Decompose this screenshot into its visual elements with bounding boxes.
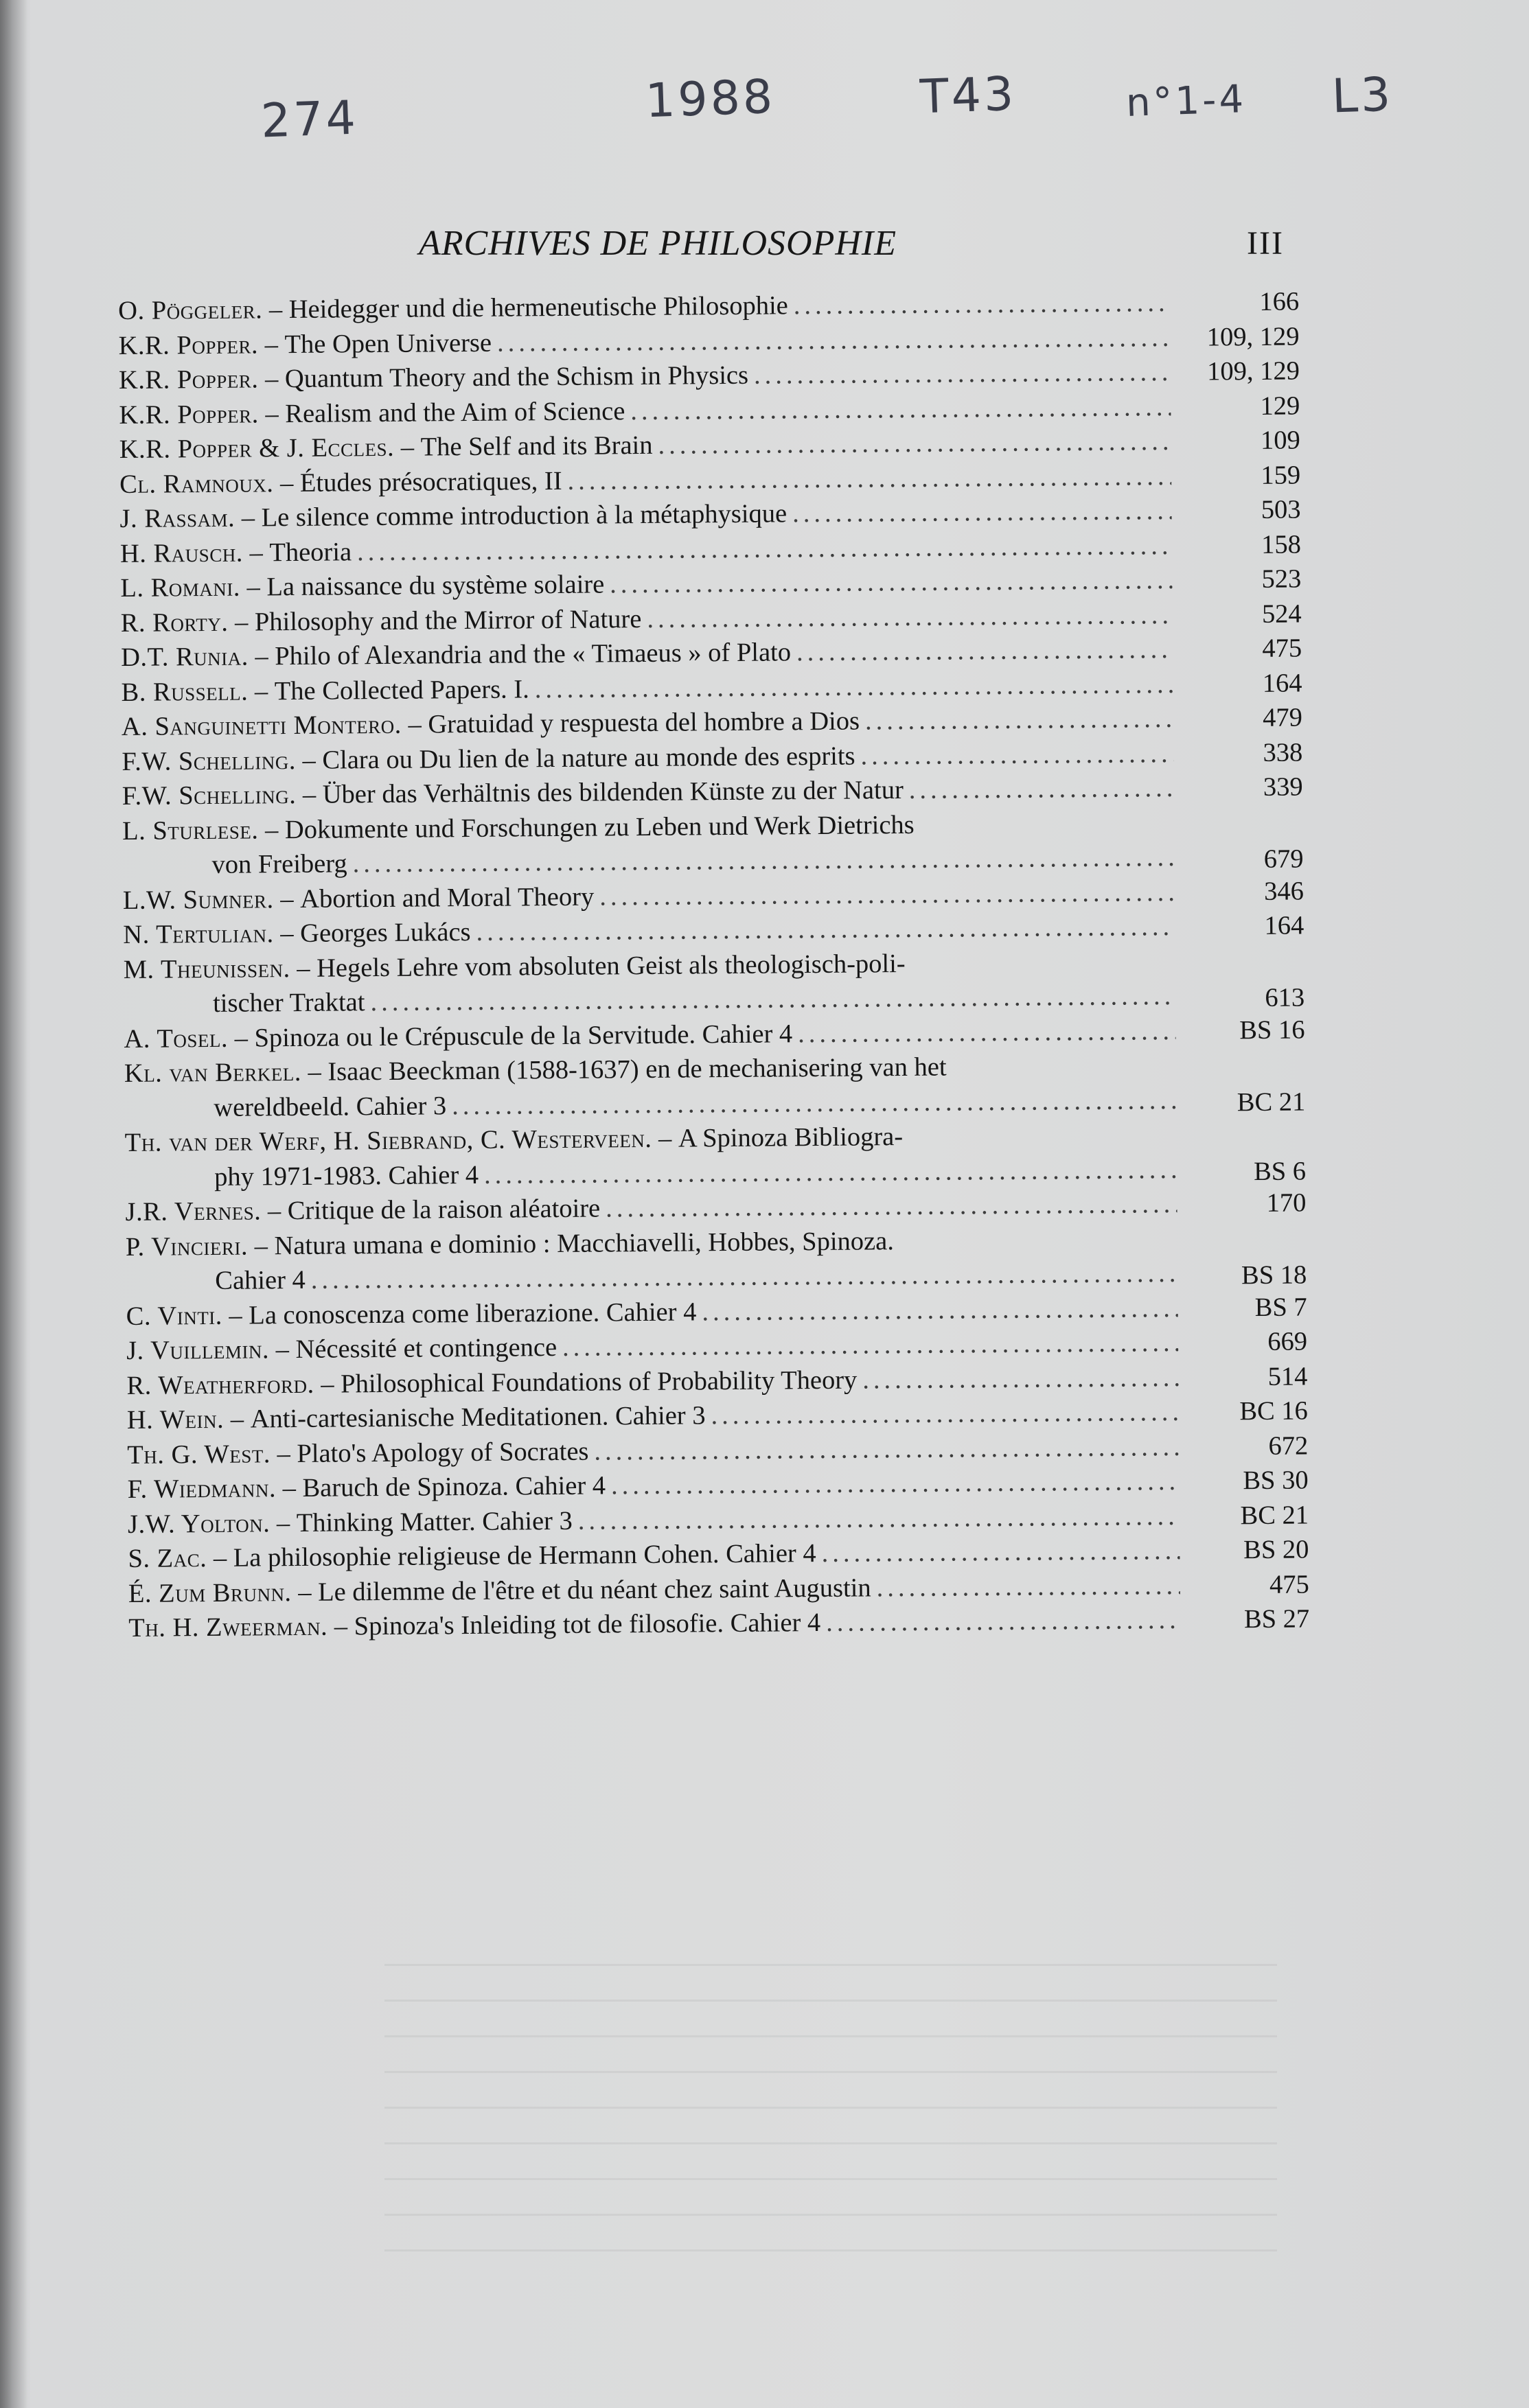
entry-separator: – bbox=[262, 295, 289, 325]
entry-page-reference: BS 6 bbox=[1253, 1156, 1307, 1186]
entry-page-reference: 339 bbox=[1263, 772, 1303, 802]
dot-leader bbox=[702, 1290, 1178, 1329]
entry-page-reference: BC 21 bbox=[1240, 1500, 1309, 1530]
entry-title: The Self and its Brain bbox=[420, 430, 653, 462]
handwritten-annotation bbox=[261, 65, 1428, 161]
entry-page-reference: 164 bbox=[1264, 911, 1304, 940]
dot-leader bbox=[909, 771, 1174, 808]
entry-separator: – bbox=[291, 1577, 319, 1607]
entry-title: Philosophical Foundations of Probability Theory bbox=[341, 1365, 858, 1399]
entry-separator: – bbox=[234, 503, 262, 533]
entry-author: H. Rausch. bbox=[119, 538, 244, 568]
entry-separator: – bbox=[270, 1439, 297, 1468]
entry-title: Spinoza ou le Crépuscule de la Servitude. Cahier 4 bbox=[254, 1019, 793, 1052]
entry-separator: – bbox=[224, 1404, 251, 1434]
entry-separator: – bbox=[301, 1057, 328, 1087]
entry-title-continuation: phy 1971-1983. Cahier 4 bbox=[214, 1160, 479, 1192]
dot-leader bbox=[630, 389, 1171, 428]
page-number: III bbox=[1247, 225, 1284, 262]
entry-title: Nécessité et contingence bbox=[295, 1333, 557, 1365]
entry-author: J.R. Vernes. bbox=[125, 1196, 262, 1227]
entry-author: É. Zum Brunn. bbox=[128, 1577, 292, 1608]
index-entry bbox=[124, 1047, 1320, 1126]
entry-page-reference: 159 bbox=[1261, 460, 1301, 490]
entry-title: Heidegger und die hermeneutische Philosophie bbox=[288, 291, 788, 325]
dot-leader bbox=[484, 1152, 1177, 1192]
entry-author: B. Russell. bbox=[121, 677, 249, 707]
entry-author: R. Rorty. bbox=[120, 607, 229, 638]
dot-leader bbox=[599, 875, 1175, 914]
binding-shadow bbox=[0, 0, 27, 2408]
entry-page-reference: 166 bbox=[1259, 287, 1300, 316]
entry-separator: – bbox=[290, 953, 317, 983]
entry-title: Spinoza's Inleiding tot de filosofie. Cahier 4 bbox=[354, 1608, 821, 1641]
dot-leader bbox=[796, 632, 1173, 670]
entry-author: L. Sturlese. bbox=[122, 815, 259, 846]
entry-page-reference: 524 bbox=[1261, 599, 1302, 629]
entry-author: F. Wiedmann. bbox=[127, 1474, 277, 1504]
entry-page-reference: 672 bbox=[1268, 1431, 1309, 1461]
entry-separator: – bbox=[273, 884, 301, 914]
entry-page-reference: BC 16 bbox=[1239, 1396, 1309, 1426]
dot-leader bbox=[452, 1083, 1176, 1123]
entry-page-reference: 503 bbox=[1261, 495, 1301, 524]
entry-page-reference: 346 bbox=[1263, 876, 1304, 906]
entry-author: L.W. Sumner. bbox=[122, 884, 274, 915]
entry-separator: – bbox=[240, 572, 267, 602]
entry-author: N. Tertulian. bbox=[123, 919, 274, 949]
dot-leader bbox=[865, 702, 1173, 739]
entry-separator: – bbox=[275, 1473, 303, 1503]
entry-author: K.R. Popper. bbox=[119, 399, 259, 430]
handwritten-note: n°1-4 bbox=[1125, 76, 1248, 126]
entry-page-reference: 158 bbox=[1261, 529, 1302, 559]
dot-leader bbox=[567, 459, 1171, 498]
dot-leader bbox=[876, 1568, 1180, 1605]
entry-title: Études présocratiques, II bbox=[299, 466, 562, 498]
index-entry bbox=[126, 1220, 1321, 1299]
entry-author: J.W. Yolton. bbox=[127, 1508, 271, 1539]
dot-leader bbox=[862, 1360, 1179, 1397]
entry-separator: – bbox=[270, 1508, 297, 1538]
dot-leader bbox=[594, 1429, 1179, 1468]
entry-page-reference: 109, 129 bbox=[1207, 356, 1300, 386]
dot-leader bbox=[610, 563, 1173, 602]
entry-separator: – bbox=[314, 1369, 341, 1399]
entry-page-reference: 109 bbox=[1260, 426, 1300, 455]
entry-separator: – bbox=[273, 468, 301, 498]
entry-title: Le silence comme introduction à la métaphysique bbox=[261, 499, 788, 533]
entry-title-continuation: von Freiberg bbox=[211, 849, 347, 879]
entry-title: Clara ou Du lien de la nature au monde des esprits bbox=[322, 741, 855, 775]
entry-author: K.R. Popper. bbox=[118, 329, 259, 360]
entry-separator: – bbox=[394, 432, 421, 462]
entry-author: J. Rassam. bbox=[119, 503, 235, 533]
index-entry bbox=[122, 804, 1318, 883]
page-header bbox=[419, 223, 1284, 278]
dot-leader bbox=[497, 320, 1171, 360]
dot-leader bbox=[658, 424, 1171, 463]
dot-leader bbox=[794, 286, 1171, 323]
journal-title: ARCHIVES DE PHILOSOPHIE bbox=[419, 224, 897, 263]
entry-author: J. Vuillemin. bbox=[126, 1335, 270, 1365]
entry-author: K.R. Popper & J. Eccles. bbox=[119, 432, 395, 464]
entry-author: C. Vinti. bbox=[126, 1301, 222, 1331]
dot-leader bbox=[578, 1498, 1180, 1538]
entry-separator: – bbox=[248, 642, 275, 671]
handwritten-note: T43 bbox=[919, 67, 1018, 125]
entry-title: Natura umana e dominio : Macchiavelli, Hobbes, Spinoza. bbox=[274, 1226, 895, 1260]
dot-leader bbox=[562, 1325, 1178, 1365]
entry-separator: – bbox=[222, 1301, 249, 1330]
dot-leader bbox=[611, 1464, 1180, 1503]
entry-separator: – bbox=[401, 710, 428, 739]
entry-page-reference: 669 bbox=[1267, 1327, 1308, 1356]
entry-title: La naissance du système solaire bbox=[266, 570, 605, 602]
entry-title: Thinking Matter. Cahier 3 bbox=[296, 1506, 573, 1538]
entry-title: Hegels Lehre vom absoluten Geist als theologisch-poli- bbox=[316, 949, 906, 983]
entry-author: P. Vincieri. bbox=[125, 1231, 249, 1262]
entry-separator: – bbox=[258, 815, 286, 844]
entry-title: La conoscenza come liberazione. Cahier 4 bbox=[249, 1297, 697, 1330]
entry-page-reference: 514 bbox=[1267, 1361, 1308, 1391]
entry-separator: – bbox=[273, 918, 301, 949]
entry-separator: – bbox=[268, 1335, 296, 1365]
entry-page-reference: BS 16 bbox=[1239, 1015, 1305, 1045]
entry-separator: – bbox=[257, 329, 285, 359]
entry-page-reference: 170 bbox=[1266, 1188, 1307, 1218]
entry-page-reference: BC 21 bbox=[1237, 1087, 1306, 1117]
dot-leader bbox=[370, 979, 1175, 1020]
entry-author: D.T. Runia. bbox=[120, 642, 249, 672]
dot-leader bbox=[711, 1395, 1179, 1433]
handwritten-note: 1988 bbox=[644, 69, 777, 129]
entry-title-continuation: tischer Traktat bbox=[212, 988, 365, 1018]
dot-leader bbox=[754, 355, 1171, 393]
entry-author: Th. G. West. bbox=[127, 1439, 271, 1470]
entry-author: F.W. Schelling. bbox=[122, 745, 297, 776]
dot-leader bbox=[821, 1533, 1180, 1571]
entry-separator: – bbox=[227, 1023, 255, 1053]
entry-separator: – bbox=[248, 676, 275, 706]
entry-title: Baruch de Spinoza. Cahier 4 bbox=[302, 1471, 606, 1503]
index-entry bbox=[125, 1116, 1320, 1195]
entry-separator: – bbox=[652, 1124, 679, 1153]
entry-separator: – bbox=[247, 1231, 275, 1261]
entry-author: Th. H. Zweerman. bbox=[128, 1612, 328, 1643]
entry-page-reference: 613 bbox=[1265, 983, 1305, 1012]
entry-separator: – bbox=[261, 1196, 288, 1226]
entry-author: M. Theunissen. bbox=[123, 953, 290, 984]
entry-title: The Open Universe bbox=[284, 328, 492, 359]
entry-line bbox=[128, 1603, 1186, 1646]
entry-separator: – bbox=[327, 1612, 354, 1641]
entry-page-reference: BS 7 bbox=[1254, 1292, 1307, 1322]
entry-author: Kl. van Berkel. bbox=[124, 1057, 302, 1088]
index-entry bbox=[124, 943, 1319, 1022]
entry-author: K.R. Popper. bbox=[118, 364, 259, 395]
entry-author: S. Zac. bbox=[128, 1544, 207, 1573]
entry-page-reference: 129 bbox=[1260, 391, 1300, 421]
dot-leader bbox=[352, 840, 1174, 881]
entry-separator: – bbox=[258, 364, 286, 394]
entry-title: La philosophie religieuse de Hermann Cohen. Cahier 4 bbox=[233, 1539, 816, 1573]
handwritten-note: L3 bbox=[1331, 67, 1394, 124]
entry-author: Cl. Ramnoux. bbox=[119, 468, 274, 499]
entry-page-reference: 475 bbox=[1269, 1569, 1309, 1599]
entry-title-continuation: wereldbeeld. Cahier 3 bbox=[214, 1091, 447, 1122]
entry-author: Th. van der Werf, H. Siebrand, C. Westerveen. bbox=[124, 1124, 652, 1157]
dot-leader bbox=[647, 597, 1173, 636]
entry-author: O. Pöggeler. bbox=[118, 295, 263, 325]
dot-leader bbox=[535, 667, 1173, 706]
entry-page-reference: 164 bbox=[1262, 668, 1302, 698]
dot-leader bbox=[606, 1187, 1177, 1226]
entry-title: Le dilemme de l'être et du néant chez saint Augustin bbox=[317, 1573, 871, 1607]
entry-page-reference: 523 bbox=[1261, 564, 1302, 594]
entry-separator: – bbox=[258, 399, 286, 428]
entry-page-reference: BS 18 bbox=[1241, 1260, 1307, 1290]
entry-separator: – bbox=[296, 780, 323, 809]
entry-page-reference: BS 27 bbox=[1243, 1604, 1310, 1634]
entry-separator: – bbox=[295, 745, 323, 775]
entry-title: Über das Verhältnis des bildenden Künste zu der Natur bbox=[322, 776, 904, 809]
entry-page-reference: 338 bbox=[1263, 737, 1303, 767]
entry-title-continuation: Cahier 4 bbox=[215, 1265, 306, 1295]
dot-leader bbox=[476, 910, 1175, 949]
entry-page-reference: 475 bbox=[1262, 634, 1302, 663]
entry-title: Abortion and Moral Theory bbox=[300, 882, 595, 914]
entry-page-reference: 479 bbox=[1262, 703, 1303, 732]
dot-leader bbox=[792, 494, 1172, 531]
entry-title: Isaac Beeckman (1588-1637) en de mechanisering van het bbox=[327, 1052, 947, 1087]
entry-title: Critique de la raison aléatoire bbox=[287, 1194, 601, 1226]
entry-title: Anti-cartesianische Meditationen. Cahier 3 bbox=[250, 1401, 706, 1434]
entry-separator: – bbox=[228, 607, 255, 637]
show-through-text bbox=[384, 1963, 1277, 2251]
index-entries bbox=[118, 284, 1323, 1645]
entry-author: F.W. Schelling. bbox=[122, 780, 297, 811]
entry-title: Realism and the Aim of Science bbox=[285, 396, 625, 428]
entry-author: A. Sanguinetti Montero. bbox=[121, 710, 402, 741]
entry-title: The Collected Papers. I. bbox=[274, 674, 529, 706]
entry-page-reference: 109, 129 bbox=[1206, 321, 1300, 352]
entry-author: L. Romani. bbox=[120, 572, 241, 603]
entry-page-reference: BS 20 bbox=[1243, 1535, 1309, 1565]
dot-leader bbox=[860, 736, 1173, 773]
entry-author: H. Wein. bbox=[126, 1404, 225, 1435]
entry-title: Philo of Alexandria and the « Timaeus » of Plato bbox=[275, 638, 792, 671]
entry-title: Quantum Theory and the Schism in Physics bbox=[284, 360, 749, 394]
entry-title: Dokumente und Forschungen zu Leben und Werk Dietrichs bbox=[284, 810, 915, 844]
entry-title: Theoria bbox=[269, 537, 352, 567]
handwritten-note: 274 bbox=[260, 91, 360, 149]
entry-author: A. Tosel. bbox=[124, 1023, 229, 1054]
entry-separator: – bbox=[242, 537, 270, 568]
entry-page-reference: 679 bbox=[1263, 844, 1304, 874]
entry-title: Plato's Apology of Socrates bbox=[297, 1437, 589, 1468]
entry-title: Gratuidad y respuesta del hombre a Dios bbox=[428, 706, 860, 739]
dot-leader bbox=[826, 1603, 1180, 1641]
entry-title: Georges Lukács bbox=[300, 917, 471, 948]
entry-author: R. Weatherford. bbox=[126, 1369, 314, 1400]
dot-leader bbox=[357, 528, 1172, 569]
entry-separator: – bbox=[207, 1543, 233, 1573]
entry-page-reference: BS 30 bbox=[1243, 1466, 1309, 1496]
entry-title: Philosophy and the Mirror of Nature bbox=[254, 604, 642, 636]
dot-leader bbox=[798, 1013, 1176, 1051]
entry-title: A Spinoza Bibliogra- bbox=[678, 1122, 904, 1153]
